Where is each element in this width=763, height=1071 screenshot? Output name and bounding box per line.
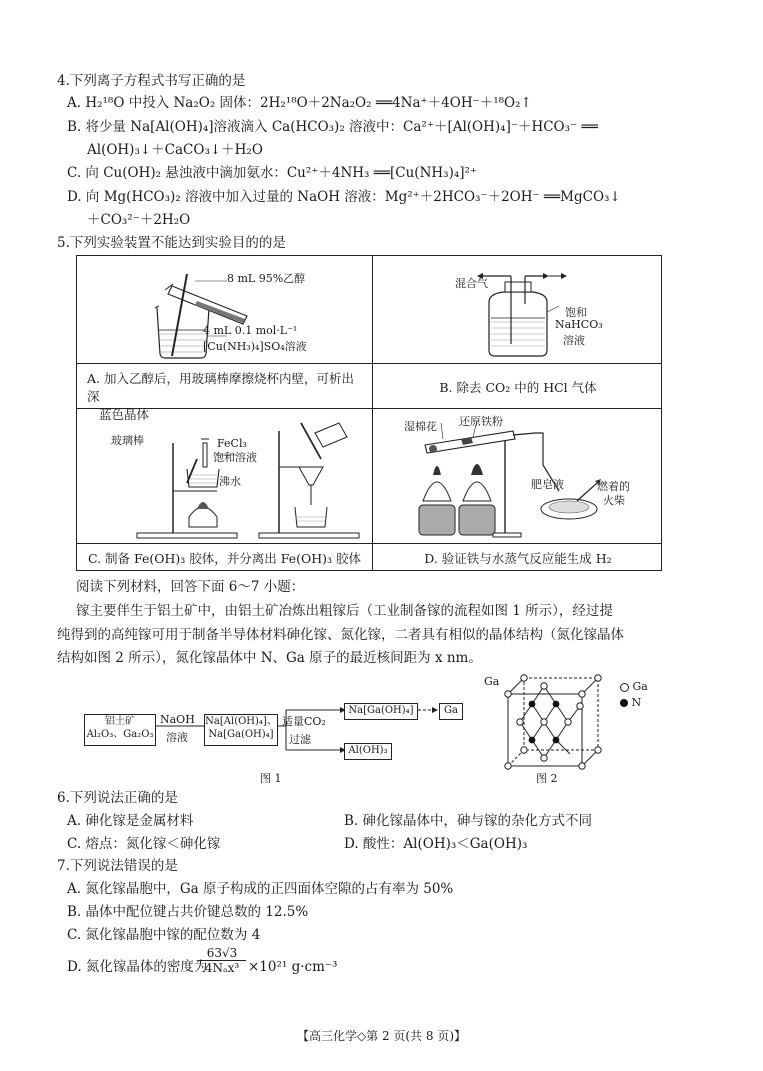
apparatus-a-label: 4 mL 0.1 mol·L⁻¹: [203, 324, 298, 337]
q7-option-d: D. 氮化镓晶体的密度为: [67, 959, 208, 975]
q4-option-b-cont: Al(OH)₃↓＋CaCO₃↓＋H₂O: [87, 142, 263, 158]
flow-node-product: Ga: [439, 703, 463, 720]
apparatus-d-label: 燃着的: [597, 480, 630, 493]
flow-reagent-filter: 过滤: [289, 733, 311, 746]
flow-node-ore-line1: 铝土矿: [105, 716, 135, 727]
apparatus-c-label: 玻璃棒: [111, 434, 144, 447]
q6-stem: 6.下列说法正确的是: [57, 790, 178, 806]
fraction-denominator: 4Nₐx³: [198, 960, 246, 975]
fraction-numerator: 63√3: [206, 946, 238, 960]
figure-1-caption: 图 1: [260, 772, 282, 785]
q7-density-fraction: [198, 946, 246, 975]
reading-intro: 阅读下列材料，回答下面 6～7 小题：: [76, 579, 305, 595]
apparatus-d-label: 火柴: [603, 494, 625, 507]
q4-option-d: D. 向 Mg(HCO₃)₂ 溶液中加入过量的 NaOH 溶液：Mg²⁺＋2HCO₃⁻＋2OH⁻ ══MgCO₃↓: [67, 189, 621, 205]
caption-c: C. 制备 Fe(OH)₃ 胶体，并分离出 Fe(OH)₃ 胶体: [87, 551, 362, 566]
apparatus-d-label: 湿棉花: [404, 420, 437, 433]
caption-d: D. 验证铁与水蒸气反应能生成 H₂: [424, 551, 612, 566]
q6-option-c: C. 熔点：氮化镓＜砷化镓: [67, 836, 221, 852]
q4-option-b: B. 将少量 Na[Al(OH)₄]溶液滴入 Ca(HCO₃)₂ 溶液中：Ca²⁺＋[Al(OH)₄]⁻＋HCO₃⁻ ══: [67, 119, 598, 135]
q6-option-b: B. 砷化镓晶体中，砷与镓的杂化方式不同: [344, 813, 593, 829]
q7-stem: 7.下列说法错误的是: [57, 858, 178, 874]
apparatus-b-label: 溶液: [563, 334, 585, 347]
reading-paragraph: 纯得到的高纯镓可用于制备半导体材料砷化镓、氮化镓，二者具有相似的晶体结构（氮化镓晶体: [57, 627, 624, 643]
flow-node-top: Na[Ga(OH)₄]: [344, 703, 418, 720]
q7-option-b: B. 晶体中配位键占共价键总数的 12.5%: [67, 904, 309, 920]
apparatus-b-label: 混合气: [455, 277, 488, 290]
q7-option-c: C. 氮化镓晶胞中镓的配位数为 4: [67, 927, 261, 943]
legend-ga: [620, 680, 648, 693]
flow-reagent-naoh: NaOH: [160, 713, 195, 726]
flow-node-ore-line2: Al₂O₃、Ga₂O₃: [86, 729, 154, 740]
legend-n-label: N: [631, 696, 642, 709]
reading-paragraph: 结构如图 2 所示），氮化镓晶体中 N、Ga 原子的最近核间距为 x nm。: [57, 650, 482, 666]
reading-paragraph: 镓主要伴生于铝土矿中，由铝土矿冶炼出粗镓后（工业制备镓的流程如图 1 所示），经过提: [76, 603, 613, 619]
legend-ga-marker: [620, 683, 629, 692]
figure-2-caption: 图 2: [536, 772, 558, 785]
apparatus-b-label: NaHCO₃: [555, 318, 603, 331]
caption-a-line1: A. 加入乙醇后，用玻璃棒摩擦烧杯内壁，可析出深: [87, 371, 354, 404]
flow-node-intermediate-line1: Na[Al(OH)₄]、: [205, 716, 277, 727]
q7-density-unit: ×10²¹ g·cm⁻³: [248, 959, 338, 975]
legend-n: [620, 696, 641, 709]
flow-reagent-naoh-solution: 溶液: [166, 731, 188, 744]
q4-option-a: A. H₂¹⁸O 中投入 Na₂O₂ 固体：2H₂¹⁸O＋2Na₂O₂ ══4Na⁺＋4OH⁻＋¹⁸O₂↑: [67, 95, 532, 111]
apparatus-c-label: 饱和溶液: [213, 451, 257, 464]
page-footer: 【高三化学◇第 2 页(共 8 页)】: [296, 1029, 467, 1043]
q7-option-a: A. 氮化镓晶胞中，Ga 原子构成的正四面体空隙的占有率为 50%: [67, 881, 454, 897]
apparatus-d-label: 肥皂液: [531, 478, 564, 491]
flow-node-intermediate-line2: Na[Ga(OH)₄]: [208, 729, 274, 740]
apparatus-c-label: 沸水: [219, 475, 241, 488]
flow-reagent-co2: 适量CO₂: [282, 715, 326, 728]
table-divider: [77, 363, 661, 364]
caption-a-line2: 蓝色晶体: [99, 407, 150, 422]
apparatus-b-diagram: [373, 256, 663, 363]
q4-option-c: C. 向 Cu(OH)₂ 悬浊液中滴加氨水：Cu²⁺＋4NH₃ ══[Cu(NH₃)₄]²⁺: [67, 165, 478, 181]
caption-b: B. 除去 CO₂ 中的 HCl 气体: [439, 380, 597, 395]
q6-option-a: A. 砷化镓是金属材料: [67, 813, 194, 829]
flow-node-ore: [84, 714, 156, 746]
legend-ga-label: Ga: [632, 680, 648, 693]
flow-node-intermediate: [204, 714, 278, 746]
apparatus-d-label: 还原铁粉: [459, 415, 503, 428]
flow-node-bottom: Al(OH)₃: [344, 743, 392, 760]
apparatus-b-label: 饱和: [565, 306, 587, 319]
q4-stem: 4.下列离子方程式书写正确的是: [57, 73, 246, 89]
q6-option-d: D. 酸性：Al(OH)₃＜Ga(OH)₃: [344, 836, 528, 852]
gan-crystal-cell: [494, 670, 614, 770]
q5-apparatus-table: [76, 255, 662, 571]
table-divider: [77, 543, 661, 544]
apparatus-a-label: 8 mL 95%乙醇: [227, 272, 306, 285]
apparatus-a-label: [Cu(NH₃)₄]SO₄溶液: [203, 340, 307, 353]
q5-stem: 5.下列实验装置不能达到实验目的的是: [57, 235, 286, 251]
apparatus-c-label: FeCl₃: [217, 437, 247, 450]
crystal-corner-label: Ga: [484, 675, 500, 688]
legend-n-marker: [620, 699, 628, 707]
q4-option-d-cont: ＋CO₃²⁻＋2H₂O: [87, 212, 191, 228]
